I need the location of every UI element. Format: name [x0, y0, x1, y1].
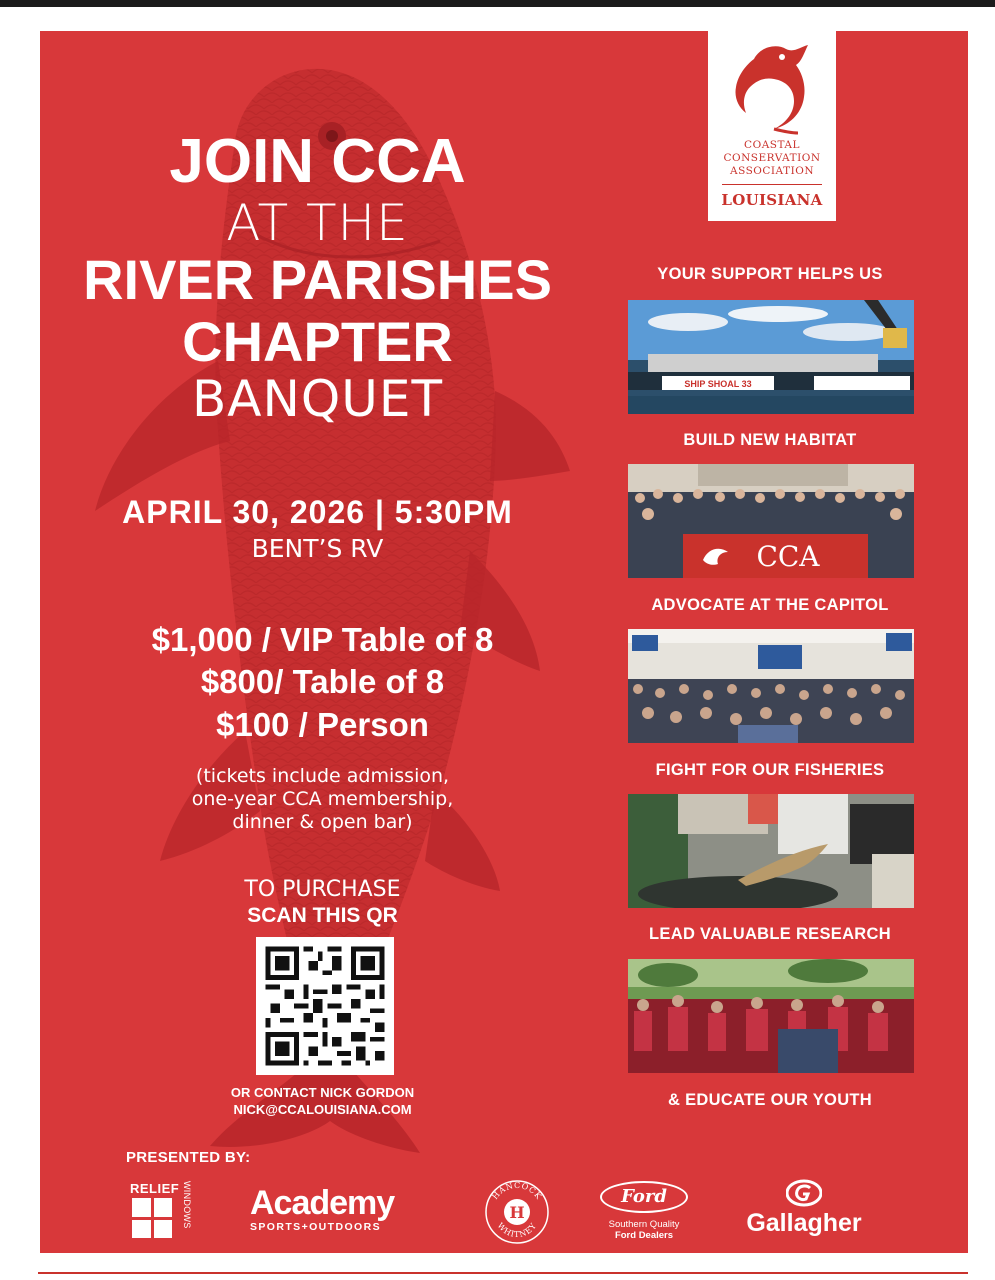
- bottom-border: [38, 1272, 968, 1278]
- gallagher-g-icon: [786, 1179, 822, 1207]
- svg-text:WHITNEY: WHITNEY: [495, 1221, 539, 1240]
- event-date-time: APRIL 30, 2026 | 5:30PM: [122, 494, 513, 530]
- svg-text:HANCOCK: HANCOCK: [490, 1180, 544, 1202]
- contact-info: OR CONTACT NICK GORDON NICK@CCALOUISIANA.COM: [230, 1085, 415, 1117]
- hancock-whitney-logo: [484, 1179, 550, 1245]
- event-venue: BENT’S RV: [251, 534, 384, 563]
- academy-logo-text: Academy: [250, 1184, 395, 1222]
- window-icon: [132, 1198, 172, 1238]
- cca-banner-text: CCA: [756, 540, 820, 573]
- fisheries-meeting-photo: [628, 629, 914, 743]
- top-border: [0, 0, 995, 7]
- capitol-photo: [628, 464, 914, 578]
- relief-logo-vertical: WINDOWS: [182, 1181, 192, 1229]
- purchase-qr-code[interactable]: [256, 937, 394, 1075]
- price-person: $100 / Person: [216, 706, 429, 743]
- support-item-habitat: BUILD NEW HABITAT: [683, 431, 857, 449]
- svg-text:H: H: [509, 1203, 525, 1222]
- event-poster: [40, 31, 968, 1253]
- ford-oval: Ford: [600, 1181, 688, 1213]
- ford-sub-1: Southern Quality: [608, 1219, 680, 1230]
- barge-banner-text: SHIP SHOAL 33: [684, 379, 752, 389]
- headline-banquet: BANQUET: [192, 370, 443, 428]
- support-item-youth: & EDUCATE OUR YOUTH: [667, 1091, 872, 1109]
- logo-org-name: COASTAL CONSERVATION ASSOCIATION: [723, 139, 821, 177]
- support-item-research: LEAD VALUABLE RESEARCH: [649, 925, 891, 943]
- support-item-fisheries: FIGHT FOR OUR FISHERIES: [655, 761, 885, 779]
- logo-state: LOUISIANA: [721, 191, 823, 209]
- support-item-capitol: ADVOCATE AT THE CAPITOL: [651, 596, 889, 614]
- relief-logo-text: RELIEF: [130, 1181, 180, 1196]
- academy-logo: [250, 1185, 430, 1235]
- headline-chapter-name: RIVER PARISHES: [83, 248, 552, 311]
- purchase-label: TO PURCHASE: [244, 877, 401, 902]
- academy-logo-sub: SPORTS+OUTDOORS: [250, 1221, 381, 1233]
- price-vip-table: $1,000 / VIP Table of 8: [151, 621, 494, 658]
- ford-dealers-logo: [596, 1181, 692, 1245]
- ticket-note: (tickets include admission, one-year CCA membership, dinner & open bar): [191, 765, 454, 833]
- headline-at-the: AT THE: [226, 194, 409, 252]
- presented-by-label: PRESENTED BY:: [126, 1149, 251, 1166]
- price-table: $800/ Table of 8: [200, 663, 445, 700]
- ford-sub-2: Ford Dealers: [614, 1230, 674, 1241]
- logo-divider: [722, 184, 822, 185]
- research-photo: [628, 794, 914, 908]
- relief-windows-logo: [130, 1181, 194, 1241]
- redfish-logo-icon: [724, 41, 820, 135]
- headline-join: JOIN CCA: [169, 127, 466, 196]
- headline-chapter: CHAPTER: [182, 310, 453, 373]
- gallagher-logo: [736, 1179, 872, 1241]
- support-header: YOUR SUPPORT HELPS US: [657, 265, 883, 283]
- scan-qr-label: SCAN THIS QR: [247, 904, 398, 927]
- habitat-photo: [628, 300, 914, 414]
- cca-louisiana-logo: [708, 31, 836, 221]
- youth-education-photo: [628, 959, 914, 1073]
- gallagher-logo-text: Gallagher: [746, 1209, 862, 1237]
